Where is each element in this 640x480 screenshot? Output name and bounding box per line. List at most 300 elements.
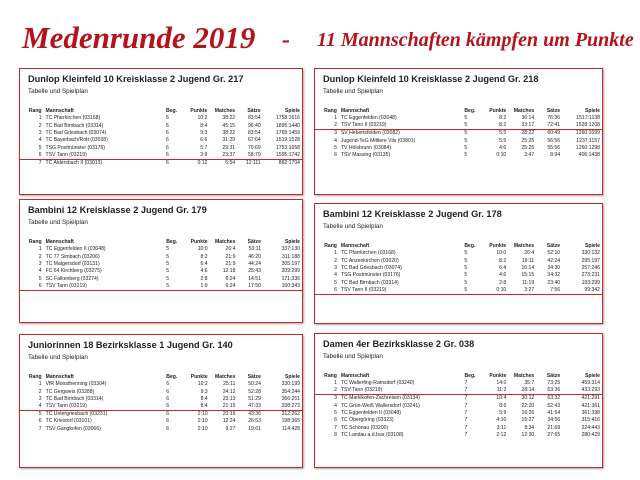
table-cell: 11:3 bbox=[482, 387, 508, 395]
table-cell: 10:0 bbox=[496, 250, 507, 257]
table-cell: 35:7 bbox=[524, 380, 535, 387]
card-title: Bambini 12 Kreisklasse 2 Jugend Gr. 179 bbox=[28, 205, 207, 215]
table-cell: 4 bbox=[38, 137, 42, 144]
team-link[interactable]: TC Bad Griesbach (03074) bbox=[45, 129, 107, 136]
table-cell: 5 bbox=[462, 287, 482, 295]
table-cell: 6 bbox=[334, 152, 337, 159]
table-cell: 2 bbox=[315, 122, 339, 130]
table-cell: 6:54 bbox=[225, 159, 236, 166]
table-cell: 47:33 bbox=[237, 403, 263, 411]
table-row bbox=[315, 130, 602, 138]
column-header-spiele: Spiele bbox=[584, 372, 600, 379]
headline-main: Medenrunde 2019 bbox=[22, 20, 256, 55]
standings-table bbox=[315, 242, 602, 295]
column-header-rang: Rang bbox=[28, 373, 42, 380]
table-cell: 2 bbox=[38, 388, 42, 395]
card-title: Damen 4er Bezirksklasse 2 Gr. 038 bbox=[323, 339, 475, 349]
table-cell: 1895:1440 bbox=[275, 122, 300, 129]
table-cell: 5 bbox=[464, 144, 468, 151]
table-cell: 2 bbox=[334, 257, 337, 264]
table-cell: 4 bbox=[334, 402, 337, 409]
table-cell: 38:22 bbox=[222, 129, 236, 136]
table-row bbox=[315, 145, 602, 152]
table-cell: 23:13 bbox=[222, 395, 236, 402]
card-title: Bambini 12 Kreisklasse 2 Jugend Gr. 178 bbox=[323, 209, 502, 219]
table-cell: 6 bbox=[315, 287, 339, 295]
table-cell: 5 bbox=[464, 250, 468, 257]
table-cell: 354:244 bbox=[281, 388, 300, 395]
team-link[interactable]: TC Pfarrkirchen (03168) bbox=[45, 115, 101, 122]
column-header-beg: Beg. bbox=[464, 107, 476, 114]
table-cell: 366:251 bbox=[281, 395, 300, 402]
card-subtitle-link[interactable]: Tabelle und Spielplan bbox=[323, 223, 383, 230]
table-cell: 280:429 bbox=[581, 432, 600, 439]
standings-table bbox=[315, 372, 602, 439]
column-header-punkte: Punkte bbox=[190, 107, 208, 114]
standings-card bbox=[314, 333, 603, 468]
table-cell: 862:1704 bbox=[278, 159, 300, 166]
table-cell: 3 bbox=[38, 395, 42, 402]
table-cell: 9:27 bbox=[225, 425, 236, 432]
table-cell: 8:94 bbox=[550, 152, 561, 159]
column-header-rang: Rang bbox=[28, 107, 42, 114]
team-link[interactable]: TSV Gangkofen (03066) bbox=[45, 425, 101, 432]
table-cell: 5 bbox=[20, 411, 44, 419]
table-cell: 63:32 bbox=[536, 395, 562, 403]
table-cell: 0:10 bbox=[496, 152, 507, 159]
team-link[interactable]: TSV Tann (03219) bbox=[44, 152, 164, 160]
team-link[interactable]: TC Landau a.d.Isar (03108) bbox=[340, 432, 404, 439]
table-cell: 6 bbox=[166, 425, 170, 432]
table-cell: 5 bbox=[464, 279, 468, 286]
column-header-punkte: Punkte bbox=[190, 238, 208, 245]
table-row bbox=[20, 159, 302, 167]
table-cell: 8:2 bbox=[499, 115, 507, 122]
table-cell: 0:10 bbox=[482, 287, 508, 295]
table-cell: 2:10 bbox=[197, 418, 208, 425]
table-cell: 7 bbox=[38, 159, 42, 166]
table-cell: 4 bbox=[334, 272, 337, 279]
column-header-rang: Rang bbox=[28, 238, 42, 245]
table-cell: 10:4 bbox=[482, 395, 508, 403]
team-link[interactable]: TSG Postmünster (03176) bbox=[340, 272, 401, 279]
table-cell: 6:4 bbox=[499, 264, 507, 271]
table-cell: 10:0 bbox=[197, 246, 208, 253]
team-link[interactable]: TSV Tann II (03219) bbox=[339, 122, 462, 130]
table-cell: 2:10 bbox=[184, 411, 210, 419]
table-cell: 6 bbox=[164, 411, 184, 419]
column-header-mannschaft: Mannschaft bbox=[45, 238, 74, 245]
table-cell: 23:40 bbox=[547, 279, 561, 286]
column-header-mannschaft: Mannschaft bbox=[45, 107, 74, 114]
table-cell: 337:130 bbox=[281, 246, 300, 253]
table-cell: 6:24 bbox=[225, 275, 236, 282]
standings-table bbox=[20, 107, 302, 167]
table-row bbox=[20, 396, 302, 403]
table-cell: 5 bbox=[166, 246, 170, 253]
table-cell: 8:34 bbox=[524, 424, 535, 431]
table-cell: 8 bbox=[334, 432, 337, 439]
table-cell: 52:43 bbox=[547, 402, 561, 409]
table-cell: 5 bbox=[334, 409, 337, 416]
table-row bbox=[20, 246, 302, 253]
table-cell: 5 bbox=[166, 253, 170, 260]
column-header-mannschaft: Mannschaft bbox=[340, 107, 370, 114]
column-header-beg: Beg. bbox=[166, 373, 178, 380]
table-cell: 8:4 bbox=[200, 122, 208, 129]
table-row bbox=[20, 418, 302, 425]
card-subtitle-link[interactable]: Tabelle und Spielplan bbox=[323, 88, 383, 95]
table-cell: 6 bbox=[166, 115, 169, 122]
table-row bbox=[20, 388, 302, 395]
column-header-punkte: Punkte bbox=[489, 242, 507, 249]
table-cell: 21:69 bbox=[547, 424, 561, 431]
team-link[interactable]: TC Untergriesbach (03231) bbox=[44, 411, 165, 419]
table-row bbox=[20, 253, 302, 260]
table-cell: 406:1438 bbox=[578, 152, 600, 159]
table-cell: 46:20 bbox=[248, 253, 261, 260]
standings-table bbox=[315, 107, 602, 160]
table-cell: 22:20 bbox=[521, 402, 535, 409]
table-cell: 17:50 bbox=[237, 283, 263, 291]
table-row bbox=[20, 381, 302, 388]
column-header-mannschaft: Mannschaft bbox=[45, 373, 74, 380]
table-cell: 83:54 bbox=[247, 129, 261, 136]
team-link[interactable]: TC Wallerfing-Ramsdorf (03240) bbox=[340, 380, 415, 387]
table-cell: 4:6 bbox=[200, 268, 208, 275]
table-row bbox=[315, 137, 602, 144]
team-link[interactable]: TC Obergöring (03323) bbox=[340, 417, 394, 424]
table-cell: 1 bbox=[38, 381, 42, 388]
table-cell: 273:231 bbox=[581, 272, 600, 279]
table-cell: 361:398 bbox=[581, 409, 600, 416]
table-cell: 21:9 bbox=[225, 260, 236, 267]
column-header-matches: Matches bbox=[513, 372, 535, 379]
table-cell: 5 bbox=[334, 144, 337, 151]
table-cell: 6 bbox=[166, 418, 170, 425]
table-cell: 171:336 bbox=[281, 275, 300, 282]
table-cell: 1 bbox=[334, 250, 337, 257]
table-cell: 1:9 bbox=[184, 283, 210, 291]
table-cell: 41:54 bbox=[547, 409, 561, 416]
column-header-spiele: Spiele bbox=[284, 238, 300, 245]
table-cell: 6 bbox=[166, 381, 170, 388]
table-cell: 7 bbox=[464, 417, 468, 424]
table-cell: 99:342 bbox=[562, 287, 602, 295]
table-cell: 1260:1099 bbox=[562, 130, 602, 138]
table-cell: 19:11 bbox=[521, 257, 535, 264]
team-link[interactable]: TC Malgersdorf (03131) bbox=[45, 260, 100, 267]
card-subtitle-link[interactable]: Tabelle und Spielplan bbox=[28, 88, 88, 95]
table-cell: 6 bbox=[166, 129, 169, 136]
column-header-beg: Beg. bbox=[166, 107, 178, 114]
table-cell: 1519:1528 bbox=[275, 137, 300, 144]
column-header-saetze: Sätze bbox=[247, 238, 261, 245]
team-link[interactable]: TSV Tann (03219) bbox=[44, 403, 165, 411]
table-cell: 51:29 bbox=[248, 395, 261, 402]
table-cell: 1765:1459 bbox=[275, 129, 300, 136]
table-cell: 5:9 bbox=[499, 409, 507, 416]
team-link[interactable]: TC Eggenfelden II (03048) bbox=[45, 246, 106, 253]
column-header-punkte: Punkte bbox=[489, 107, 507, 114]
table-cell: 15:15 bbox=[521, 272, 535, 279]
table-cell: 7 bbox=[464, 424, 468, 431]
column-header-matches: Matches bbox=[215, 373, 236, 380]
column-header-spiele: Spiele bbox=[284, 373, 300, 380]
team-link[interactable]: TC Bad Birnbach (03314) bbox=[45, 122, 104, 129]
table-cell: 8:2 bbox=[200, 253, 208, 260]
table-cell: 257:246 bbox=[581, 264, 600, 271]
table-row bbox=[315, 380, 602, 387]
standings-card bbox=[19, 68, 303, 195]
table-cell: 3 bbox=[315, 395, 339, 403]
table-cell: 7 bbox=[464, 432, 468, 439]
card-subtitle-link[interactable]: Tabelle und Spielplan bbox=[323, 353, 383, 360]
team-link[interactable]: TC Gergweis (03288) bbox=[45, 388, 95, 395]
team-link[interactable]: SV Hebertsfelden (03082) bbox=[339, 130, 462, 138]
column-header-punkte: Punkte bbox=[489, 372, 507, 379]
column-header-saetze: Sätze bbox=[247, 107, 261, 114]
team-link[interactable]: TC Bad Birnbach (03314) bbox=[45, 395, 104, 402]
team-link[interactable]: TC Anzenkirchen (03020) bbox=[340, 257, 399, 264]
team-link[interactable]: VfR Moosthenning (03304) bbox=[45, 381, 107, 388]
table-cell: 1 bbox=[38, 246, 42, 253]
card-title: Dunlop Kleinfeld 10 Kreisklasse 2 Jugend Gr. 218 bbox=[323, 74, 539, 84]
table-row bbox=[315, 250, 602, 257]
table-cell: 36:14 bbox=[521, 115, 535, 122]
team-link[interactable]: TC Eggenfelden (03048) bbox=[340, 115, 397, 122]
column-header-rang: Rang bbox=[324, 242, 337, 249]
table-row bbox=[315, 395, 602, 403]
table-cell: 60:49 bbox=[536, 130, 562, 138]
table-cell: 4 bbox=[38, 268, 42, 275]
table-cell: 5 bbox=[464, 257, 468, 264]
page-headline bbox=[22, 20, 634, 62]
column-header-mannschaft: Mannschaft bbox=[340, 372, 370, 379]
table-cell: 5 bbox=[166, 260, 170, 267]
table-cell: 3 bbox=[38, 129, 42, 136]
table-row bbox=[315, 287, 602, 295]
table-cell: 20:16 bbox=[210, 411, 238, 419]
column-header-beg: Beg. bbox=[464, 372, 476, 379]
table-cell: 7 bbox=[464, 402, 468, 409]
table-cell: 8:6 bbox=[499, 402, 507, 409]
card-title: Dunlop Kleinfeld 10 Kreisklasse 2 Jugend Gr. 217 bbox=[28, 74, 244, 84]
table-cell: 34:30 bbox=[547, 264, 561, 271]
card-subtitle-link[interactable]: Tabelle und Spielplan bbox=[28, 219, 88, 226]
table-cell: 5 bbox=[464, 115, 468, 122]
team-link[interactable]: TSV Tann (03219) bbox=[339, 387, 463, 395]
column-header-mannschaft: Mannschaft bbox=[340, 242, 370, 249]
team-link[interactable]: Jugend-TeG Mittlere Vils (03801) bbox=[340, 137, 416, 144]
team-link[interactable]: TC Aldersbach II (03013) bbox=[45, 159, 103, 166]
table-cell: 7 bbox=[38, 425, 42, 432]
table-cell: 2:8 bbox=[200, 275, 208, 282]
table-cell: 0:12 bbox=[197, 159, 208, 166]
table-cell: 5 bbox=[464, 137, 468, 144]
table-cell: 421:291 bbox=[562, 395, 602, 403]
table-cell: 14:51 bbox=[248, 275, 261, 282]
table-header-row bbox=[315, 372, 602, 380]
table-cell: 1 bbox=[334, 115, 337, 122]
headline-dash: - bbox=[282, 27, 290, 53]
table-cell: 27:65 bbox=[547, 432, 561, 439]
team-link[interactable]: TC Grün-Weiß Wallersdorf (03241) bbox=[340, 402, 420, 409]
table-cell: 50:24 bbox=[248, 381, 261, 388]
team-link[interactable]: TC Pfarrkirchen (03168) bbox=[340, 250, 396, 257]
table-cell: 72:41 bbox=[536, 122, 562, 130]
team-link[interactable]: TC Bad Birnbach (03314) bbox=[340, 279, 399, 286]
table-row bbox=[315, 417, 602, 424]
table-cell: 4:10 bbox=[496, 417, 507, 424]
table-row bbox=[20, 137, 302, 144]
table-cell: 459:314 bbox=[581, 380, 600, 387]
table-header-row bbox=[315, 242, 602, 250]
team-link[interactable]: TC Kriestorf (03101) bbox=[45, 418, 92, 425]
table-row bbox=[20, 115, 302, 122]
table-cell: 25:11 bbox=[223, 381, 236, 388]
standings-table bbox=[20, 373, 302, 433]
table-cell: 160:343 bbox=[263, 283, 302, 291]
table-cell: 1 bbox=[334, 380, 337, 387]
table-cell: 198:365 bbox=[281, 418, 300, 425]
table-row bbox=[315, 432, 602, 439]
table-cell: 56:56 bbox=[547, 137, 561, 144]
table-cell: 15:27 bbox=[521, 417, 535, 424]
card-subtitle-link[interactable]: Tabelle und Spielplan bbox=[28, 354, 88, 361]
table-cell: 38:22 bbox=[222, 115, 236, 122]
table-cell: 12:30 bbox=[521, 432, 535, 439]
table-cell: 7 bbox=[464, 380, 468, 387]
table-cell: 11:19 bbox=[521, 279, 535, 286]
table-cell: 5 bbox=[334, 279, 337, 286]
table-cell: 6 bbox=[166, 395, 170, 402]
table-cell: 55:56 bbox=[547, 144, 561, 151]
table-cell: 9:3 bbox=[200, 388, 208, 395]
column-header-saetze: Sätze bbox=[247, 373, 261, 380]
table-cell: 10:2 bbox=[197, 381, 208, 388]
table-cell: 19:61 bbox=[248, 425, 261, 432]
table-cell: 34:56 bbox=[547, 417, 561, 424]
table-row bbox=[315, 280, 602, 287]
table-cell: 4:6 bbox=[499, 272, 507, 279]
table-cell: 58:79 bbox=[237, 152, 263, 160]
table-cell: 73:25 bbox=[547, 380, 561, 387]
team-link[interactable]: SC Falkenberg (03274) bbox=[45, 275, 99, 282]
table-cell: 12:111 bbox=[245, 159, 261, 166]
table-cell: 3 bbox=[334, 264, 337, 271]
team-link[interactable]: TV Hölsbrunn (03084) bbox=[340, 144, 392, 151]
column-header-rang: Rang bbox=[324, 107, 337, 114]
table-cell: 295:197 bbox=[581, 257, 600, 264]
table-cell: 70:69 bbox=[247, 144, 261, 151]
table-cell: 52:28 bbox=[248, 388, 261, 395]
table-cell: 2:8 bbox=[499, 279, 507, 286]
table-cell: 5:5 bbox=[482, 130, 508, 138]
table-cell: 5 bbox=[464, 152, 468, 159]
column-header-saetze: Sätze bbox=[546, 372, 561, 379]
table-row bbox=[20, 145, 302, 152]
table-row bbox=[20, 276, 302, 283]
table-cell: 3 bbox=[38, 260, 42, 267]
table-cell: 7 bbox=[462, 395, 482, 403]
table-cell: 26:4 bbox=[225, 246, 236, 253]
column-header-matches: Matches bbox=[513, 242, 535, 249]
table-row bbox=[20, 403, 302, 411]
table-row bbox=[315, 425, 602, 432]
table-cell: 330:132 bbox=[581, 250, 600, 257]
column-header-saetze: Sätze bbox=[546, 107, 561, 114]
table-cell: 1260:1298 bbox=[575, 144, 600, 151]
table-cell: 421:361 bbox=[581, 402, 600, 409]
team-link[interactable]: TSV Tann (03219) bbox=[44, 283, 165, 291]
table-cell: 67:64 bbox=[247, 137, 261, 144]
table-cell: 5 bbox=[464, 272, 468, 279]
table-row bbox=[315, 402, 602, 409]
table-row bbox=[315, 115, 602, 122]
table-cell: 2:10 bbox=[197, 425, 208, 432]
standings-card bbox=[19, 199, 303, 323]
table-cell: 312:262 bbox=[263, 411, 302, 419]
table-cell: 2 bbox=[38, 122, 42, 129]
table-cell: 1517:1138 bbox=[576, 115, 600, 122]
table-cell: 315:416 bbox=[581, 417, 600, 424]
table-cell: 25:43 bbox=[248, 268, 261, 275]
table-cell: 33:17 bbox=[508, 122, 536, 130]
table-cell: 5 bbox=[38, 275, 42, 282]
table-cell: 3:27 bbox=[508, 287, 536, 295]
standings-card bbox=[314, 68, 603, 195]
table-row bbox=[315, 410, 602, 417]
table-cell: 2:12 bbox=[496, 432, 507, 439]
table-cell: 8:4 bbox=[184, 403, 210, 411]
table-cell: 2 bbox=[38, 253, 42, 260]
table-cell: 53:11 bbox=[248, 246, 261, 253]
table-cell: 338:273 bbox=[263, 403, 302, 411]
table-cell: 23:37 bbox=[209, 152, 237, 160]
table-cell: 5 bbox=[464, 264, 468, 271]
team-link[interactable]: TSV Massing (03135) bbox=[340, 152, 391, 159]
team-link[interactable]: TC 77 Simbach (03206) bbox=[45, 253, 100, 260]
table-cell: 30:12 bbox=[508, 395, 536, 403]
table-cell: 14:0 bbox=[496, 380, 507, 387]
team-link[interactable]: FC 64 Kirchberg (03275) bbox=[45, 268, 102, 275]
table-cell: 3:47 bbox=[524, 152, 535, 159]
table-cell: 16:14 bbox=[521, 264, 535, 271]
table-cell: 6:6 bbox=[200, 137, 208, 144]
table-row bbox=[20, 411, 302, 419]
column-header-matches: Matches bbox=[513, 107, 535, 114]
column-header-punkte: Punkte bbox=[190, 373, 208, 380]
table-cell: 24:12 bbox=[222, 388, 236, 395]
table-cell: 26:4 bbox=[524, 250, 535, 257]
team-link[interactable]: TC Schönau (03200) bbox=[340, 424, 389, 431]
team-link[interactable]: TC Eggenfelden II (03048) bbox=[340, 409, 401, 416]
table-cell: 63:36 bbox=[536, 387, 562, 395]
team-link[interactable]: TC Bad Griesbach (03074) bbox=[340, 264, 402, 271]
team-link[interactable]: TC Bayerbach/Rott (03028) bbox=[45, 137, 108, 144]
table-cell: 5 bbox=[164, 283, 184, 291]
table-cell: 1758:1616 bbox=[275, 115, 300, 122]
team-link[interactable]: TSG Postmünster (03176) bbox=[45, 144, 105, 151]
table-cell: 26:53 bbox=[248, 418, 261, 425]
table-cell: 43:36 bbox=[237, 411, 263, 419]
team-link[interactable]: TSV Tann II (03219) bbox=[339, 287, 462, 295]
table-cell: 8:4 bbox=[200, 395, 208, 402]
table-cell: 6 bbox=[166, 144, 169, 151]
team-link[interactable]: TC Marklkofen-Zachreisen (03134) bbox=[339, 395, 463, 403]
table-cell: 3 bbox=[315, 130, 339, 138]
